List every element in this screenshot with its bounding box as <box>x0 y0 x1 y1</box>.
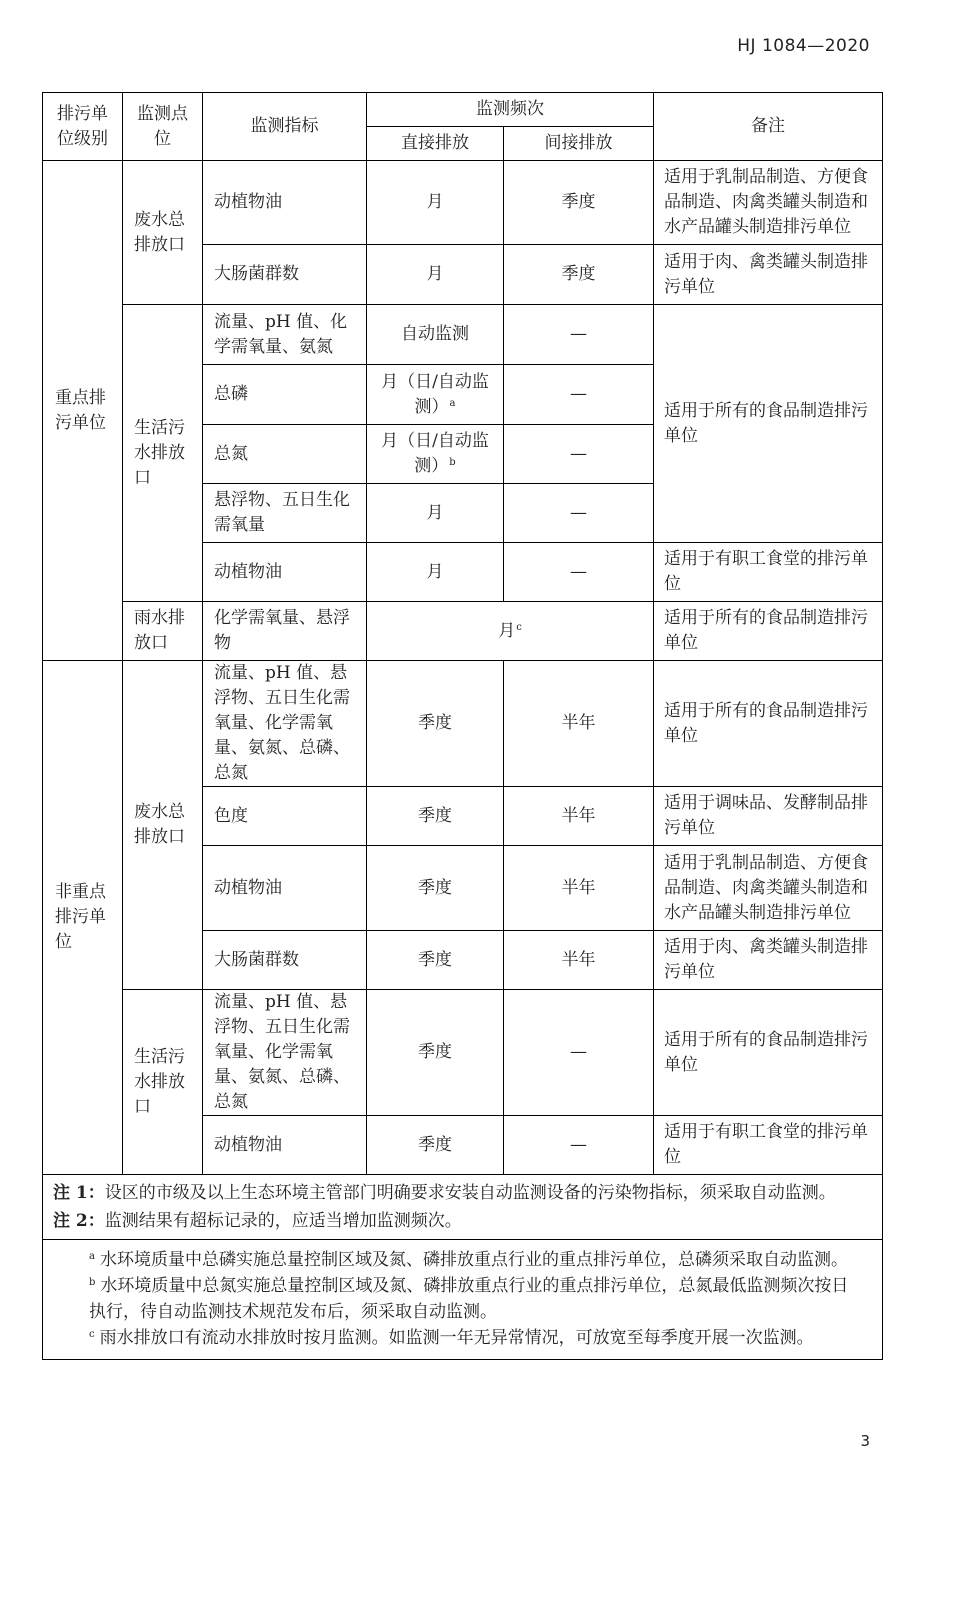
note-label: 注 2： <box>53 1211 105 1231</box>
footnote-text: 雨水排放口有流动水排放时按月监测。如监测一年无异常情况，可放宽至每季度开展一次监测。 <box>99 1327 814 1348</box>
direct-frequency-cell: 季度 <box>367 787 504 846</box>
indirect-frequency-cell: 半年 <box>504 661 654 787</box>
remark-cell: 适用于肉、禽类罐头制造排污单位 <box>654 931 883 990</box>
indirect-frequency-cell: — <box>504 305 654 365</box>
header-unit-level: 排污单位级别 <box>43 93 123 161</box>
table-footnotes-row <box>43 1240 883 1360</box>
remark-cell: 适用于有职工食堂的排污单位 <box>654 543 883 602</box>
table-row <box>43 161 883 245</box>
direct-frequency-cell: 季度 <box>367 661 504 787</box>
page-number: 3 <box>860 1432 870 1450</box>
indirect-frequency-cell: — <box>504 1116 654 1175</box>
indirect-frequency-cell: — <box>504 365 654 425</box>
direct-frequency-cell: 季度 <box>367 931 504 990</box>
note-text: 监测结果有超标记录的，应适当增加监测频次。 <box>104 1211 462 1231</box>
direct-frequency-cell: 月 <box>367 484 504 543</box>
indicator-cell: 流量、pH 值、悬浮物、五日生化需氧量、化学需氧量、氨氮、总磷、总氮 <box>203 661 367 787</box>
monitoring-point-cell: 废水总排放口 <box>123 161 203 305</box>
indirect-frequency-cell: — <box>504 484 654 543</box>
monitoring-frequency-table <box>42 92 883 1360</box>
direct-frequency-cell: 月 <box>367 161 504 245</box>
header-direct-discharge: 直接排放 <box>367 127 504 161</box>
footnote-text: 水环境质量中总氮实施总量控制区域及氮、磷排放重点行业的重点排污单位，总氮最低监测频次按日执行，待自动监测技术规范发布后，须采取自动监测。 <box>89 1275 849 1322</box>
table-row <box>43 305 883 365</box>
frequency-text: 月（日/自动监测） <box>381 371 489 417</box>
remark-cell: 适用于乳制品制造、方便食品制造、肉禽类罐头制造和水产品罐头制造排污单位 <box>654 161 883 245</box>
footnote-mark: a <box>449 397 456 409</box>
note-label: 注 1： <box>53 1183 105 1203</box>
footnote-mark: c <box>516 621 522 633</box>
indirect-frequency-cell: 半年 <box>504 846 654 931</box>
unit-level-cell: 非重点排污单位 <box>43 661 123 1175</box>
monitoring-point-cell: 生活污水排放口 <box>123 990 203 1175</box>
table-row <box>43 602 883 661</box>
indicator-cell: 流量、pH 值、化学需氧量、氨氮 <box>203 305 367 365</box>
direct-frequency-cell <box>367 425 504 484</box>
indirect-frequency-cell: 季度 <box>504 161 654 245</box>
footnote-mark: b <box>449 457 456 468</box>
indicator-cell: 动植物油 <box>203 161 367 245</box>
indicator-cell: 色度 <box>203 787 367 846</box>
indirect-frequency-cell: 季度 <box>504 245 654 305</box>
table-row <box>43 661 883 787</box>
indirect-frequency-cell: — <box>504 425 654 484</box>
direct-frequency-cell <box>367 365 504 425</box>
direct-frequency-cell: 季度 <box>367 1116 504 1175</box>
combined-frequency-cell <box>367 602 654 661</box>
direct-frequency-cell: 自动监测 <box>367 305 504 365</box>
remark-cell: 适用于肉、禽类罐头制造排污单位 <box>654 245 883 305</box>
indicator-cell: 总磷 <box>203 365 367 425</box>
footnote-c <box>89 1325 862 1351</box>
indirect-frequency-cell: — <box>504 543 654 602</box>
footnote-mark: c <box>89 1328 95 1340</box>
footnote-text: 水环境质量中总磷实施总量控制区域及氮、磷排放重点行业的重点排污单位，总磷须采取自动监测。 <box>99 1249 848 1270</box>
indicator-cell: 动植物油 <box>203 1116 367 1175</box>
header-indicator: 监测指标 <box>203 93 367 161</box>
note-2 <box>53 1207 872 1235</box>
indicator-cell: 悬浮物、五日生化需氧量 <box>203 484 367 543</box>
frequency-text: 月（日/自动监测） <box>381 431 489 476</box>
indicator-cell: 大肠菌群数 <box>203 245 367 305</box>
remark-cell: 适用于所有的食品制造排污单位 <box>654 602 883 661</box>
monitoring-point-cell: 生活污水排放口 <box>123 305 203 602</box>
table-notes-row <box>43 1175 883 1240</box>
table-notes <box>43 1175 883 1240</box>
indicator-cell: 动植物油 <box>203 846 367 931</box>
indicator-cell: 总氮 <box>203 425 367 484</box>
note-text: 设区的市级及以上生态环境主管部门明确要求安装自动监测设备的污染物指标，须采取自动监测。 <box>104 1183 836 1203</box>
footnote-b <box>89 1273 862 1325</box>
monitoring-point-cell: 废水总排放口 <box>123 661 203 990</box>
indirect-frequency-cell: 半年 <box>504 787 654 846</box>
table-row <box>43 990 883 1116</box>
direct-frequency-cell: 月 <box>367 245 504 305</box>
table-footnotes <box>43 1240 883 1360</box>
indicator-cell: 动植物油 <box>203 543 367 602</box>
remark-cell: 适用于所有的食品制造排污单位 <box>654 990 883 1116</box>
frequency-text: 月 <box>498 620 516 641</box>
remark-cell: 适用于调味品、发酵制品排污单位 <box>654 787 883 846</box>
footnote-a <box>89 1247 862 1273</box>
header-monitoring-point: 监测点位 <box>123 93 203 161</box>
direct-frequency-cell: 月 <box>367 543 504 602</box>
document-code: HJ 1084—2020 <box>737 36 870 56</box>
remark-cell: 适用于所有的食品制造排污单位 <box>654 305 883 543</box>
indicator-cell: 流量、pH 值、悬浮物、五日生化需氧量、化学需氧量、氨氮、总磷、总氮 <box>203 990 367 1116</box>
direct-frequency-cell: 季度 <box>367 990 504 1116</box>
indirect-frequency-cell: 半年 <box>504 931 654 990</box>
table-header-row <box>43 93 883 127</box>
indicator-cell: 大肠菌群数 <box>203 931 367 990</box>
unit-level-cell: 重点排污单位 <box>43 161 123 661</box>
footnote-mark: a <box>89 1250 95 1262</box>
header-remark: 备注 <box>654 93 883 161</box>
remark-cell: 适用于有职工食堂的排污单位 <box>654 1116 883 1175</box>
header-indirect-discharge: 间接排放 <box>504 127 654 161</box>
monitoring-point-cell: 雨水排放口 <box>123 602 203 661</box>
direct-frequency-cell: 季度 <box>367 846 504 931</box>
footnote-mark: b <box>89 1276 96 1288</box>
note-1 <box>53 1179 872 1207</box>
remark-cell: 适用于乳制品制造、方便食品制造、肉禽类罐头制造和水产品罐头制造排污单位 <box>654 846 883 931</box>
header-frequency: 监测频次 <box>367 93 654 127</box>
indirect-frequency-cell: — <box>504 990 654 1116</box>
remark-cell: 适用于所有的食品制造排污单位 <box>654 661 883 787</box>
indicator-cell: 化学需氧量、悬浮物 <box>203 602 367 661</box>
